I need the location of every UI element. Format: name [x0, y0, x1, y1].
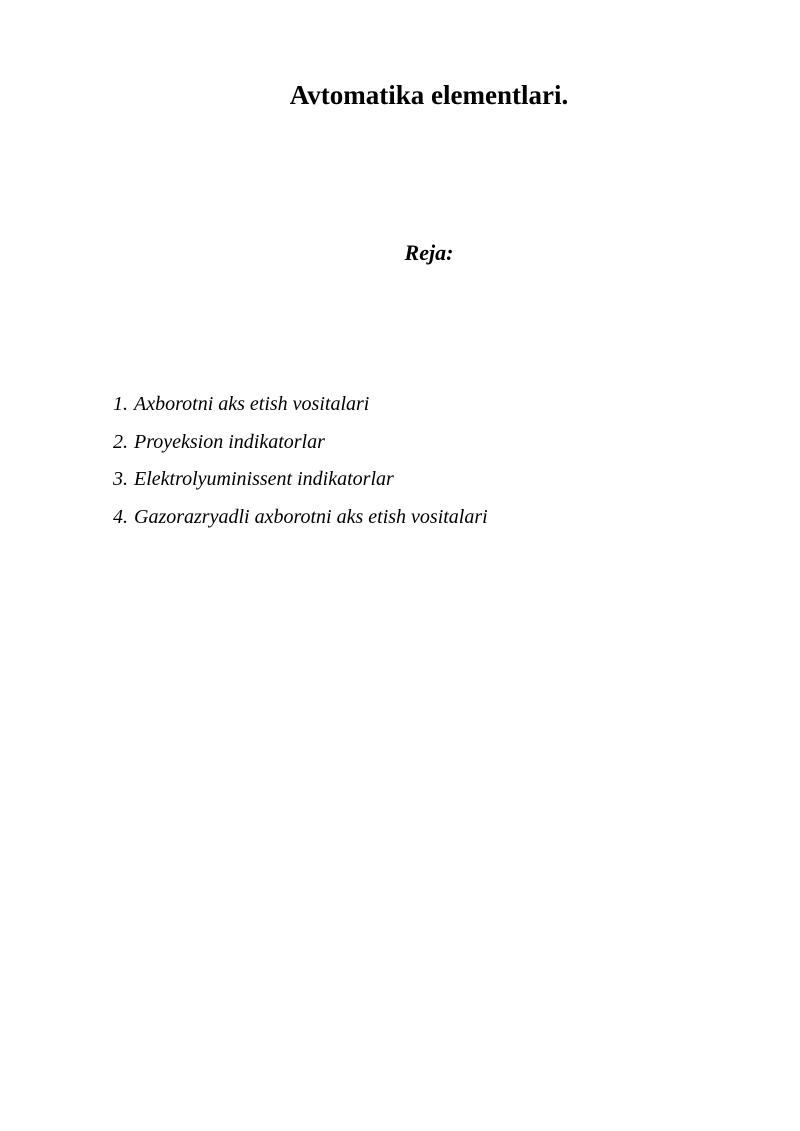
plan-heading: Reja: [404, 240, 454, 265]
list-item-text: Axborotni aks etish vositalari [134, 393, 370, 415]
list-item-number: 3. [113, 468, 128, 490]
plan-list-item [113, 392, 488, 430]
list-item-text: Elektrolyuminissent indikatorlar [134, 468, 394, 490]
list-item-number: 2. [113, 430, 128, 453]
plan-list-item [113, 430, 488, 468]
plan-list [113, 392, 488, 542]
plan-list-item [113, 505, 488, 543]
list-item-number: 1. [113, 393, 128, 415]
list-item-text: Proyeksion indikatorlar [134, 430, 325, 453]
list-item-number: 4. [113, 505, 128, 528]
document-title: Avtomatika elementlari. [289, 80, 569, 110]
list-item-text: Gazorazryadli axborotni aks etish vositalari [134, 505, 488, 528]
plan-list-item [113, 467, 488, 505]
